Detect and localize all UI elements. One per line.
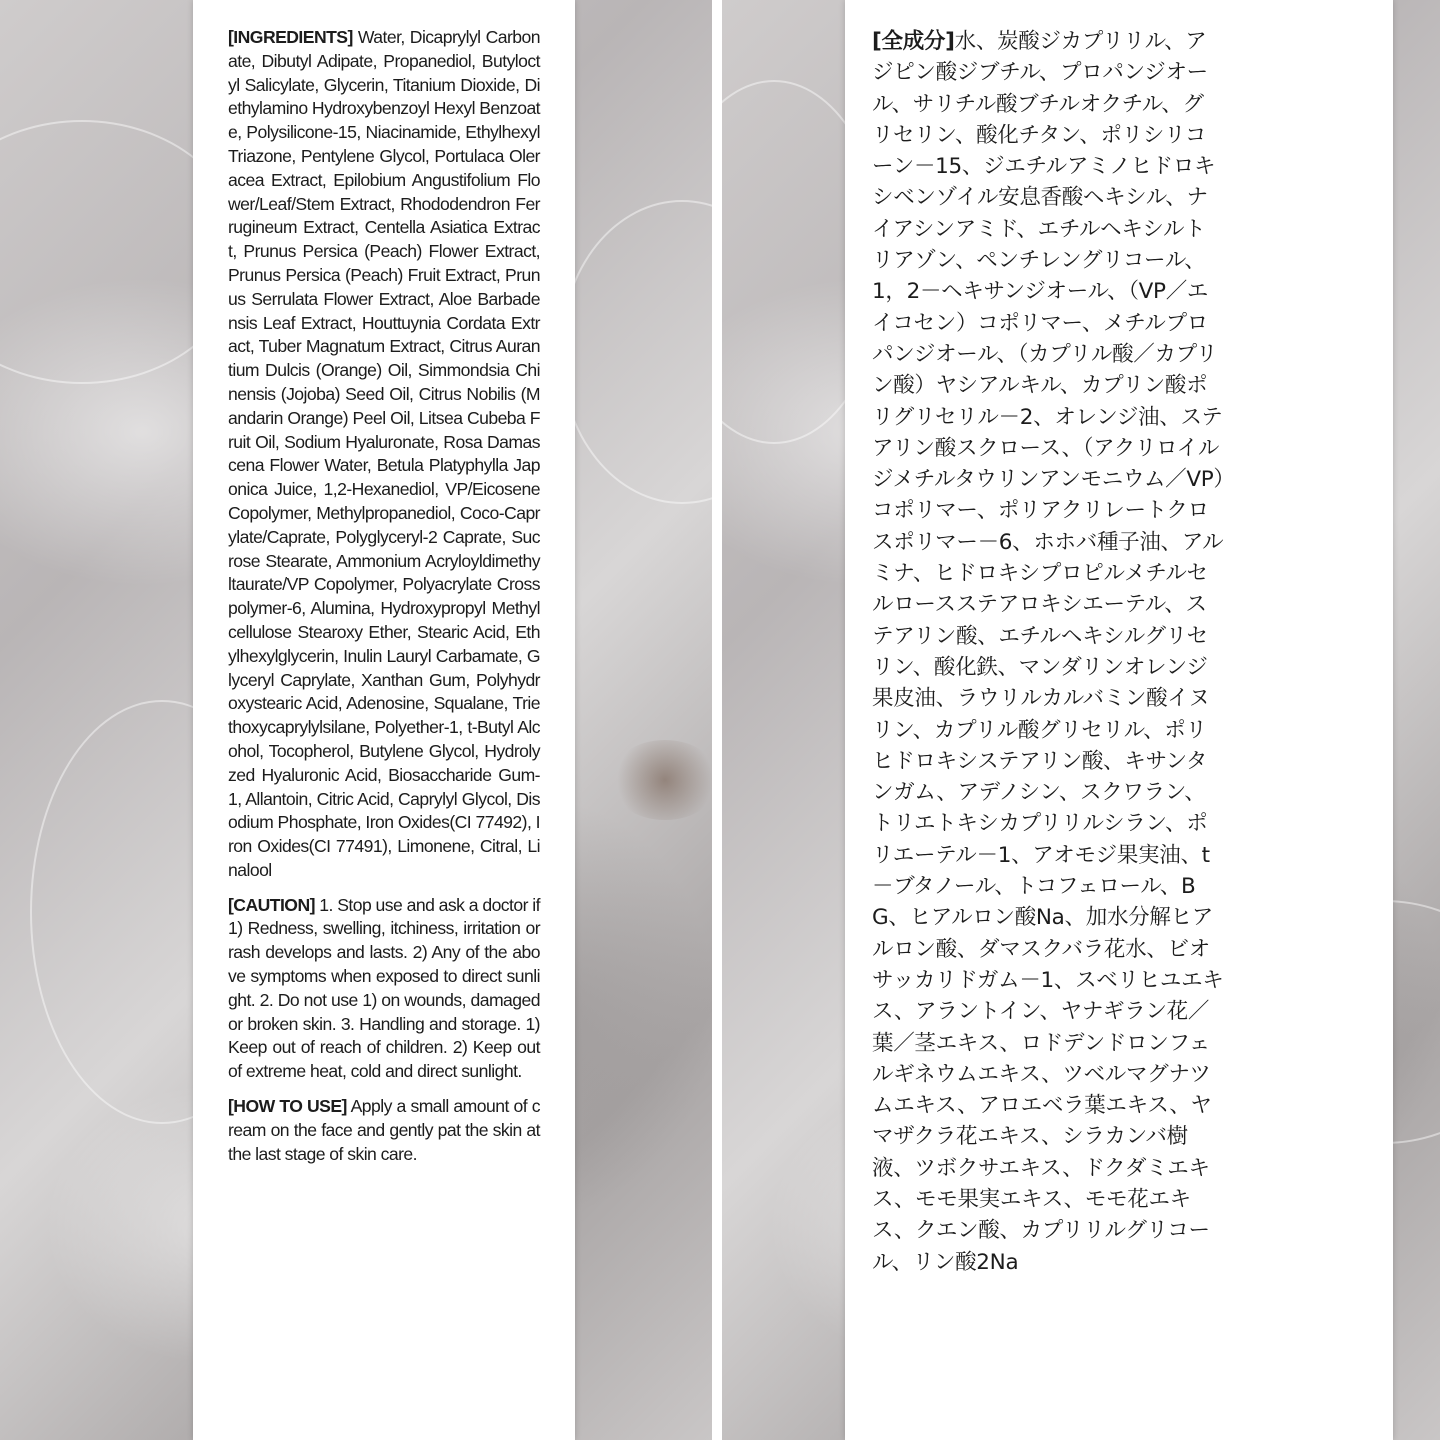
japanese-ingredients-text: 水、炭酸ジカプリリル、アジピン酸ジブチル、プロパンジオール、サリチル酸ブチルオクチル、グリセリン、酸化チタン、ポリシリコーン－15、ジエチルアミノヒドロキシベンゾイル安息香酸ヘキシル、ナイアシンアミド、エチルヘキシルトリアゾン、ペンチレングリコール、1，2－ヘキサンジオール、（VP／エイコセン）コポリマー、メチルプロパンジオール、（カプリル酸／カプリン酸）ヤシアルキル、カプリン酸ポリグリセリル－2、オレンジ油、ステアリン酸スクロース、（アクリロイルジメチルタウリンアンモニウム／VP）コポリマー、ポリアクリレートクロスポリマー－6、ホホバ種子油、アルミナ、ヒドロキシプロピルメチルセルロースステアロキシエーテル、ステアリン酸、エチルヘキシルグリセリン、酸化鉄、マンダリンオレンジ果皮油、ラウリルカルバミン酸イヌリン、カプリル酸グリセリル、ポリヒドロキシステアリン酸、キサンタンガム、アデノシン、スクワラン、トリエトキシカプリリルシラン、ポリエーテル－1、アオモジ果実油、t－ブタノール、トコフェロール、BG、ヒアルロン酸Na、加水分解ヒアルロン酸、ダマスクバラ花水、ビオサッカリドガム－1、スベリヒユエキス、アラントイン、ヤナギラン花／葉／茎エキス、ロドデンドロンフェルギネウムエキス、ツベルマグナツムエキス、アロエベラ葉エキス、ヤマザクラ花エキス、シラカンバ樹液、ツボクサエキス、ドクダミエキス、モモ果実エキス、モモ花エキス、クエン酸、カプリリルグリコール、リン酸2Na <box>872 29 1224 1275</box>
japanese-ingredients-heading: [全成分] <box>872 29 955 54</box>
japanese-label-card <box>845 0 1393 1440</box>
marble-vein <box>560 200 712 504</box>
left-photo-panel <box>0 0 712 1440</box>
ingredients-paragraph <box>228 26 540 883</box>
how-to-use-paragraph <box>228 1095 540 1166</box>
caution-paragraph <box>228 894 540 1084</box>
caution-text: 1. Stop use and ask a doctor if 1) Redness, swelling, itchiness, irritation or rash develops and lasts. 2) Any of the above symptoms when exposed to direct sunlight. 2. Do not use 1) on wounds, damaged or broken skin. 3. Handling and storage. 1) Keep out of reach of children. 2) Keep out of extreme heat, cold and direct sunlight. <box>228 894 540 1082</box>
panel-divider <box>712 0 722 1440</box>
caution-heading: [CAUTION] <box>228 894 315 915</box>
japanese-label-text <box>872 26 1224 1278</box>
right-photo-panel <box>722 0 1440 1440</box>
ingredients-heading: [INGREDIENTS] <box>228 27 353 47</box>
english-label-card <box>193 0 575 1440</box>
how-to-use-text: Apply a small amount of cream on the face and gently pat the skin at the last stage of skin care. <box>228 1096 540 1164</box>
ingredients-text: Water, Dicaprylyl Carbonate, Dibutyl Adipate, Propanediol, Butyloctyl Salicylate, Glycerin, Titanium Dioxide, Diethylamino Hydroxybenzoyl Hexyl Benzoate, Polysilicone-15, Niacinamide, Ethylhexyl Triazone, Pentylene Glycol, Portulaca Oleracea Extract, Epilobium Angustifolium Flower/Leaf/Stem Extract, Rhododendron Ferrugineum Extract, Centella Asiatica Extract, Prunus Persica (Peach) Flower Extract, Prunus Persica (Peach) Fruit Extract, Prunus Serrulata Flower Extract, Aloe Barbadensis Leaf Extract, Houttuynia Cordata Extract, Tuber Magnatum Extract, Citrus Aurantium Dulcis (Orange) Oil, Simmondsia Chinensis (Jojoba) Seed Oil, Citrus Nobilis (Mandarin Orange) Peel Oil, Litsea Cubeba Fruit Oil, Sodium Hyaluronate, Rosa Damascena Flower Water, Betula Platyphylla Japonica Juice, 1,2-Hexanediol, VP/Eicosene Copolymer, Methylpropanediol, Coco-Caprylate/Caprate, Polyglyceryl-2 Caprate, Sucrose Stearate, Ammonium Acryloyldimethyltaurate/VP Copolymer, Polyacrylate Crosspolymer-6, Alumina, Hydroxypropyl Methylcellulose Stearoxy Ether, Stearic Acid, Ethylhexylglycerin, Inulin Lauryl Carbamate, Glyceryl Caprylate, Xanthan Gum, Polyhydroxystearic Acid, Adenosine, Squalane, Triethoxycaprylylsilane, Polyether-1, t-Butyl Alcohol, Tocopherol, Butylene Glycol, Hydrolyzed Hyaluronic Acid, Biosaccharide Gum-1, Allantoin, Citric Acid, Caprylyl Glycol, Disodium Phosphate, Iron Oxides(CI 77492), Iron Oxides(CI 77491), Limonene, Citral, Linalool <box>228 27 541 880</box>
marble-spot <box>610 740 712 820</box>
how-to-use-heading: [HOW TO USE] <box>228 1096 347 1117</box>
english-label-text <box>228 26 540 1177</box>
